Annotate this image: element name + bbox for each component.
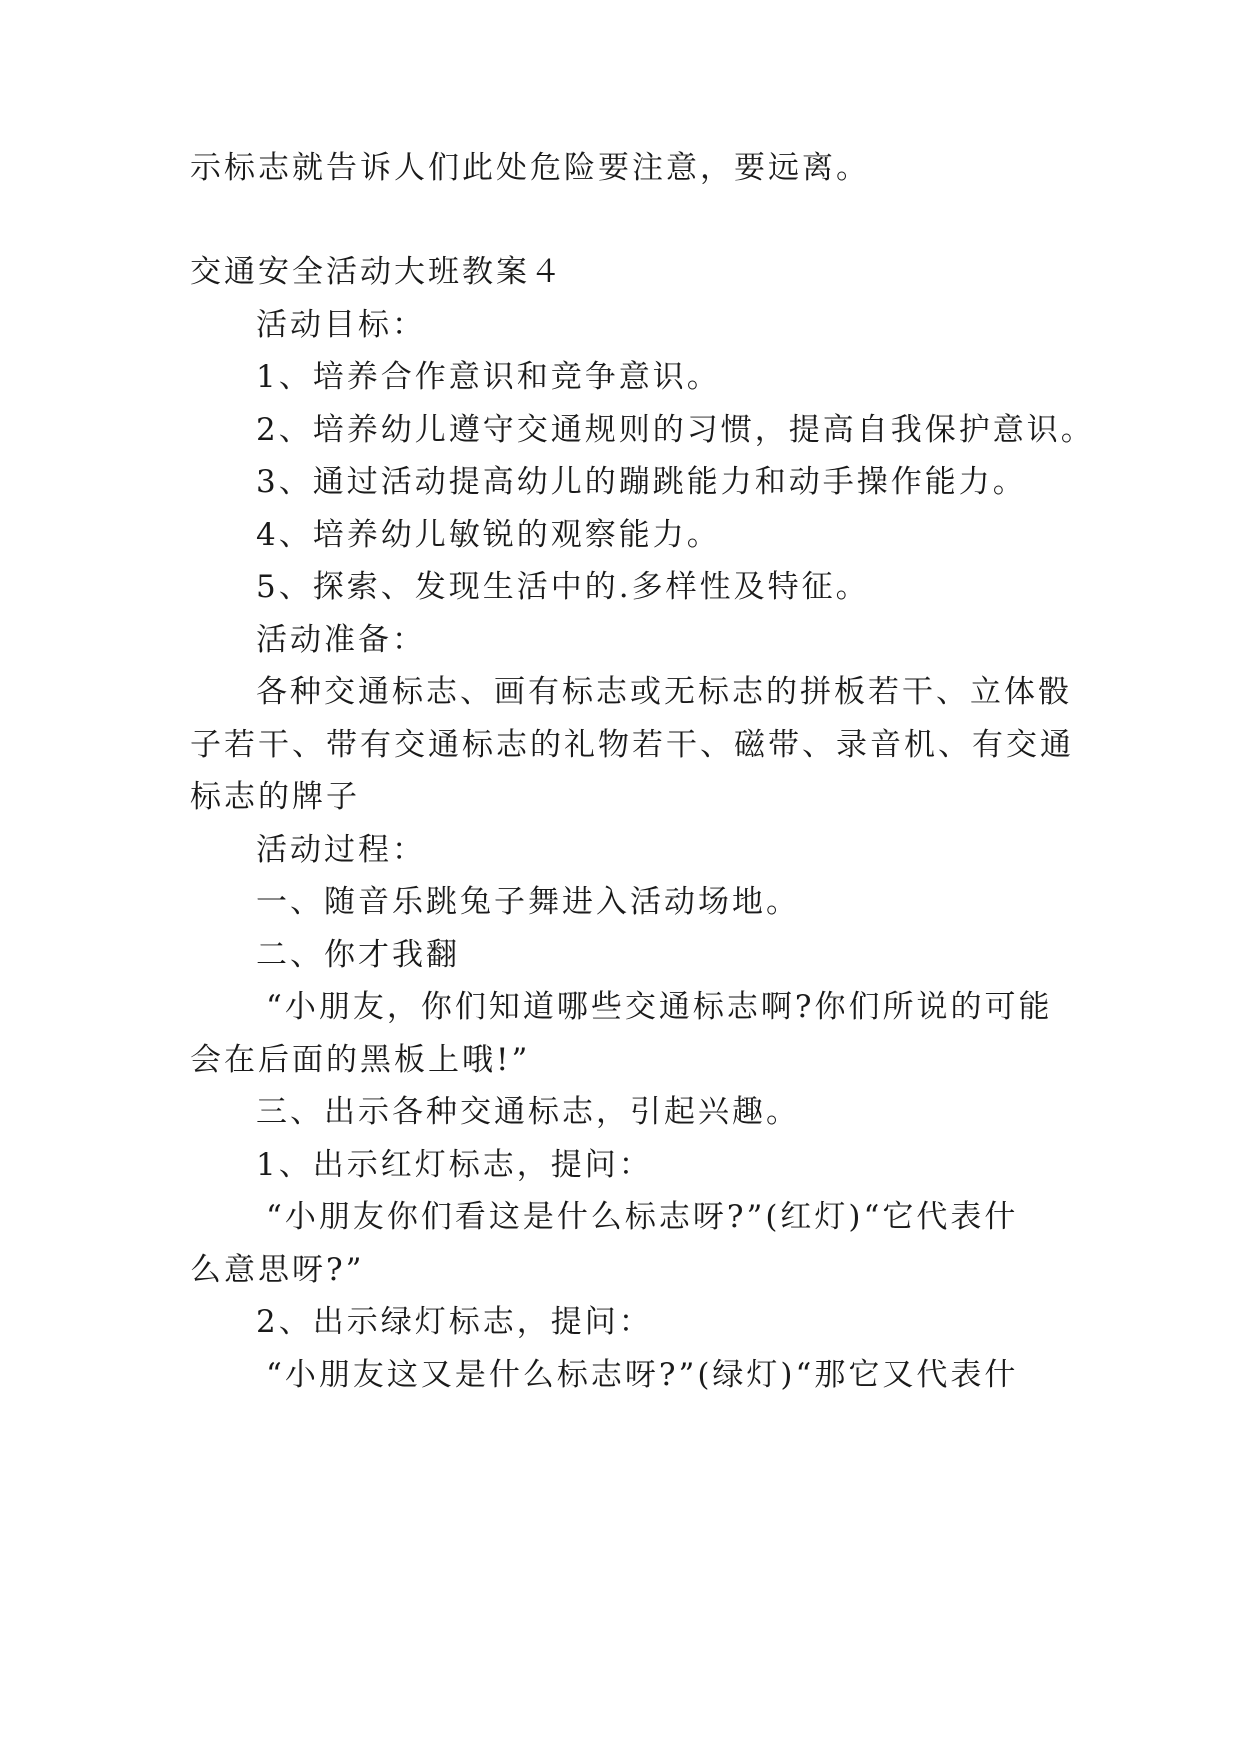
heading-activity-process: 活动过程：: [256, 832, 426, 868]
paragraph-line: 各种交通标志、画有标志或无标志的拼板若干、立体骰: [256, 674, 1072, 710]
paragraph-line: 么意思呀?”: [190, 1252, 365, 1288]
list-item: 5、探索、发现生活中的.多样性及特征。: [256, 569, 870, 605]
list-item: 3、通过活动提高幼儿的蹦跳能力和动手操作能力。: [256, 464, 1027, 500]
paragraph-line: 标志的牌子: [190, 779, 360, 815]
paragraph-line: 1、出示红灯标志，提问：: [256, 1147, 653, 1183]
paragraph-line: 会在后面的黑板上哦!”: [190, 1042, 531, 1078]
paragraph-line: “小朋友这又是什么标志呀?”(绿灯)“那它又代表什: [266, 1357, 1019, 1393]
section-title: 交通安全活动大班教案４: [190, 254, 564, 290]
paragraph-line: 二、你才我翻: [256, 937, 460, 973]
paragraph-line: “小朋友你们看这是什么标志呀?”(红灯)“它代表什: [266, 1199, 1019, 1235]
paragraph-line: 2、出示绿灯标志，提问：: [256, 1304, 653, 1340]
heading-activity-goals: 活动目标：: [256, 307, 426, 343]
list-item: 2、培养幼儿遵守交通规则的习惯，提高自我保护意识。: [256, 412, 1095, 448]
paragraph-line: 子若干、带有交通标志的礼物若干、磁带、录音机、有交通: [190, 727, 1074, 763]
paragraph-line: 一、随音乐跳兔子舞进入活动场地。: [256, 884, 800, 920]
heading-activity-preparation: 活动准备：: [256, 622, 426, 658]
paragraph-line: 示标志就告诉人们此处危险要注意，要远离。: [190, 150, 870, 186]
paragraph-line: 三、出示各种交通标志，引起兴趣。: [256, 1094, 800, 1130]
list-item: 4、培养幼儿敏锐的观察能力。: [256, 517, 721, 553]
paragraph-line: “小朋友，你们知道哪些交通标志啊?你们所说的可能: [266, 989, 1053, 1025]
list-item: 1、培养合作意识和竞争意识。: [256, 359, 721, 395]
